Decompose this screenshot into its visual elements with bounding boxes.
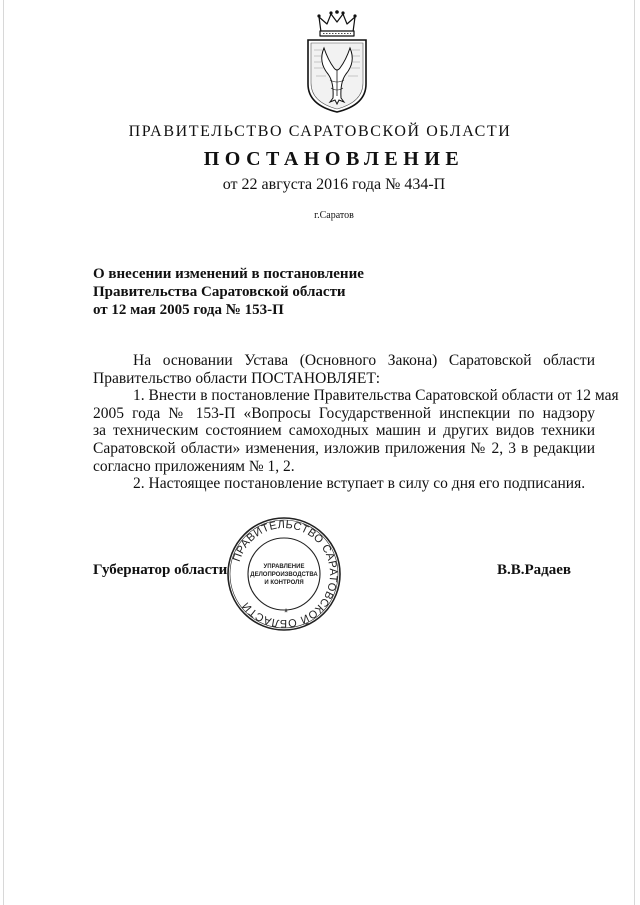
document-type: ПОСТАНОВЛЕНИЕ xyxy=(203,148,465,170)
body-line: 1. Внести в постановление Правительства Саратовской области от 12 мая xyxy=(133,387,619,405)
signer-title: Губернатор области xyxy=(93,562,228,578)
body-line: 2005 года № 153-П «Вопросы Государственной инспекции по надзору xyxy=(93,404,595,422)
subject-line: О внесении изменений в постановление xyxy=(93,266,364,282)
city: г.Саратов xyxy=(314,210,354,221)
coat-of-arms-icon xyxy=(300,10,374,114)
stamp-center-line: ДЕЛОПРОИЗВОДСТВА xyxy=(250,572,318,578)
body-line: за техническим состоянием самоходных машин и других видов техники xyxy=(93,422,595,440)
official-stamp xyxy=(225,515,343,633)
signer-name: В.В.Радаев xyxy=(497,562,572,578)
body-line: Саратовской области» изменения, изложив приложения № 2, 3 в редакции xyxy=(93,439,595,457)
stamp-ring-text: ПРАВИТЕЛЬСТВО САРАТОВСКОЙ ОБЛАСТИ xyxy=(230,518,340,630)
stamp-center-line: И КОНТРОЛЯ xyxy=(264,580,304,586)
document-body xyxy=(93,352,619,493)
subject-block xyxy=(93,265,364,319)
body-line: На основании Устава (Основного Закона) Саратовской области xyxy=(133,352,595,369)
stamp-star: * xyxy=(283,607,289,619)
stamp-center-line: УПРАВЛЕНИЕ xyxy=(263,564,305,570)
government-name: ПРАВИТЕЛЬСТВО САРАТОВСКОЙ ОБЛАСТИ xyxy=(128,123,512,140)
body-line: согласно приложениям № 1, 2. xyxy=(93,457,295,475)
subject-line: Правительства Саратовской области xyxy=(93,284,346,300)
subject-line: от 12 мая 2005 года № 153-П xyxy=(93,302,284,318)
date-and-number: от 22 августа 2016 года № 434-П xyxy=(222,176,446,193)
body-line: 2. Настоящее постановление вступает в силу со дня его подписания. xyxy=(133,475,586,493)
body-line: Правительство области ПОСТАНОВЛЯЕТ: xyxy=(93,369,381,387)
